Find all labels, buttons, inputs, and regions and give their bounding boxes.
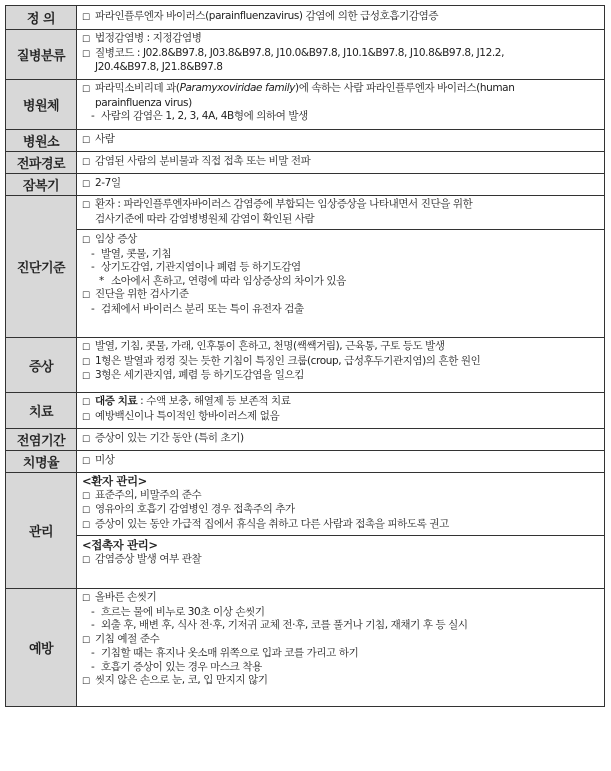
treatment-text: : 수액 보충, 해열제 등 보존적 치료 [137,395,291,407]
checkbox-bullet-icon: □ [82,456,90,467]
content-incubation [77,174,605,196]
label-fatality: 치명율 [6,451,77,473]
checkbox-bullet-icon: □ [82,157,90,168]
row-symptoms [6,338,605,393]
row-reservoir [6,130,605,152]
checkbox-bullet-icon: □ [82,179,90,190]
checkbox-bullet-icon: □ [82,397,90,407]
label-symptoms: 증상 [6,338,77,393]
checkbox-bullet-icon: □ [82,290,90,300]
label-definition: 정 의 [6,6,77,30]
asterisk-marker: * [99,274,104,287]
row-classification [6,30,605,80]
checkbox-bullet-icon: □ [82,371,90,381]
checkbox-bullet-icon: □ [82,135,90,146]
row-prevention [6,589,605,707]
content-symptoms [77,338,605,393]
clinical-title: 임상 증상 [95,233,137,245]
checkbox-bullet-icon: □ [82,48,90,59]
incubation-text: 2-7일 [95,177,121,190]
patient-management-item-1: 표준주의, 비말주의 준수 [95,488,202,501]
infectious-period-text: 증상이 있는 기간 동안 (특히 초기) [95,432,244,445]
row-treatment [6,393,605,429]
pathogen-family-italic: Paramyxoviridae family [179,82,296,94]
content-definition [77,6,605,30]
row-incubation [6,174,605,196]
reservoir-text: 사람 [95,133,115,146]
handwashing-item-2: 외출 후, 배변 후, 식사 전·후, 기저귀 교체 전·후, 코를 풀거나 기침, 재채기 후 등 실시 [101,619,468,631]
dash-marker: - [91,110,95,122]
disease-info-table [5,5,605,707]
row-pathogen [6,80,605,130]
contact-management-item: 감염증상 발생 여부 관찰 [95,552,202,565]
patient-definition-text: 환자 : 파라인플루엔자바이러스 감염증에 부합되는 임상증상을 나타내면서 진단을 위한 [95,198,473,210]
dash-marker: - [91,302,95,315]
checkbox-bullet-icon: □ [82,34,90,44]
pathogen-text-pre: 파라믹소비리데 과( [95,82,180,94]
clinical-item-2: 상기도감염, 기관지염이나 폐렴 등 하기도감염 [101,261,301,273]
fatality-text: 미상 [95,454,115,467]
pathogen-text-continued: parainfluenza virus) [95,96,192,109]
checkbox-bullet-icon: □ [82,490,90,501]
patient-management-item-3: 증상이 있는 동안 가급적 집에서 휴식을 취하고 다른 사람과 접촉을 피하도록 권고 [95,517,449,530]
symptom-item-1: 발열, 기침, 콧물, 가래, 인후통이 흔하고, 천명(쌕쌕거림), 근육통, 구토 등도 발생 [95,340,445,352]
legal-category-text: 법정감염병 : 지정감염병 [95,32,202,44]
dash-marker: - [91,261,95,273]
pathogen-types-text: 사람의 감염은 1, 2, 3, 4A, 4B형에 의하여 발생 [101,110,308,122]
handwashing-item-1: 흐르는 물에 비누로 30초 이상 손씻기 [101,605,265,618]
dash-marker: - [91,247,95,260]
patient-definition-continued: 검사기준에 따라 감염병병원체 감염이 확인된 사람 [95,212,315,225]
row-fatality [6,451,605,473]
definition-text: 파라인플루엔자 바이러스(parainfluenzavirus) 감염에 의한 급성호흡기감염증 [95,10,439,23]
clinical-note: 소아에서 흔하고, 연령에 따라 임상증상의 차이가 있음 [111,274,346,287]
checkbox-bullet-icon: □ [82,411,90,422]
contact-management-header: <접촉자 관리> [82,538,158,552]
disease-codes-text: 질병코드 : J02.8&B97.8, J03.8&B97.8, J10.0&B97.8, J10.1&B97.8, J10.8&B97.8, J12.2, [95,46,505,59]
content-infectious-period [77,429,605,451]
content-management [77,473,605,589]
content-fatality [77,451,605,473]
label-infectious-period: 전염기간 [6,429,77,451]
symptom-item-3: 3형은 세기관지염, 폐렴 등 하기도감염을 일으킴 [95,369,305,381]
checkbox-bullet-icon: □ [82,356,90,367]
content-diagnosis [77,196,605,338]
patient-management-item-2: 영유아의 호흡기 감염병인 경우 접촉주의 추가 [95,503,295,515]
patient-management-header: <환자 관리> [82,474,147,488]
handwashing-title: 올바른 손씻기 [95,591,157,603]
checkbox-bullet-icon: □ [82,519,90,530]
checkbox-bullet-icon: □ [82,235,90,245]
content-pathogen [77,80,605,130]
checkbox-bullet-icon: □ [82,593,90,603]
treatment-bold-label: 대증 치료 [95,395,138,407]
dash-marker: - [91,619,95,631]
content-treatment [77,393,605,429]
test-criteria-title: 진단을 위한 검사기준 [95,288,189,300]
dash-marker: - [91,647,95,659]
checkbox-bullet-icon: □ [82,84,90,94]
disease-codes-continued: J20.4&B97.8, J21.8&B97.8 [95,61,223,73]
test-criteria-item: 검체에서 바이러스 분리 또는 특이 유전자 검출 [101,302,304,315]
cough-etiquette-title: 기침 예절 준수 [95,632,160,645]
row-management [6,473,605,589]
checkbox-bullet-icon: □ [82,634,90,645]
treatment-note: 예방백신이나 특이적인 항바이러스제 없음 [95,409,280,422]
section-divider [77,535,604,536]
pathogen-text-post: )에 속하는 사람 파라인플루엔자 바이러스(human [295,82,515,94]
row-definition [6,6,605,30]
label-transmission: 전파경로 [6,152,77,174]
label-classification: 질병분류 [6,30,77,80]
label-incubation: 잠복기 [6,174,77,196]
checkbox-bullet-icon: □ [82,434,90,445]
transmission-text: 감염된 사람의 분비물과 직접 접촉 또는 비말 전파 [95,155,311,168]
label-pathogen: 병원체 [6,80,77,130]
cough-etiquette-item-2: 호흡기 증상이 있는 경우 마스크 착용 [101,660,262,673]
checkbox-bullet-icon: □ [82,554,90,565]
label-reservoir: 병원소 [6,130,77,152]
row-infectious-period [6,429,605,451]
section-divider [77,229,604,230]
checkbox-bullet-icon: □ [82,342,90,352]
dash-marker: - [91,605,95,618]
checkbox-bullet-icon: □ [82,676,90,686]
label-prevention: 예방 [6,589,77,707]
row-diagnosis [6,196,605,338]
prevention-last-item: 씻지 않은 손으로 눈, 코, 입 만지지 않기 [95,674,268,686]
row-transmission [6,152,605,174]
checkbox-bullet-icon: □ [82,200,90,210]
symptom-item-2: 1형은 발열과 컹컹 짖는 듯한 기침이 특징인 크룹(croup, 급성후두기관지염)의 흔한 원인 [95,354,481,367]
content-prevention [77,589,605,707]
label-management: 관리 [6,473,77,589]
content-transmission [77,152,605,174]
label-diagnosis: 진단기준 [6,196,77,338]
clinical-item-1: 발열, 콧물, 기침 [101,247,172,260]
content-reservoir [77,130,605,152]
dash-marker: - [91,660,95,673]
checkbox-bullet-icon: □ [82,12,90,23]
cough-etiquette-item-1: 기침할 때는 휴지나 옷소매 위쪽으로 입과 코를 가리고 하기 [101,647,359,659]
checkbox-bullet-icon: □ [82,505,90,515]
label-treatment: 치료 [6,393,77,429]
content-classification [77,30,605,80]
